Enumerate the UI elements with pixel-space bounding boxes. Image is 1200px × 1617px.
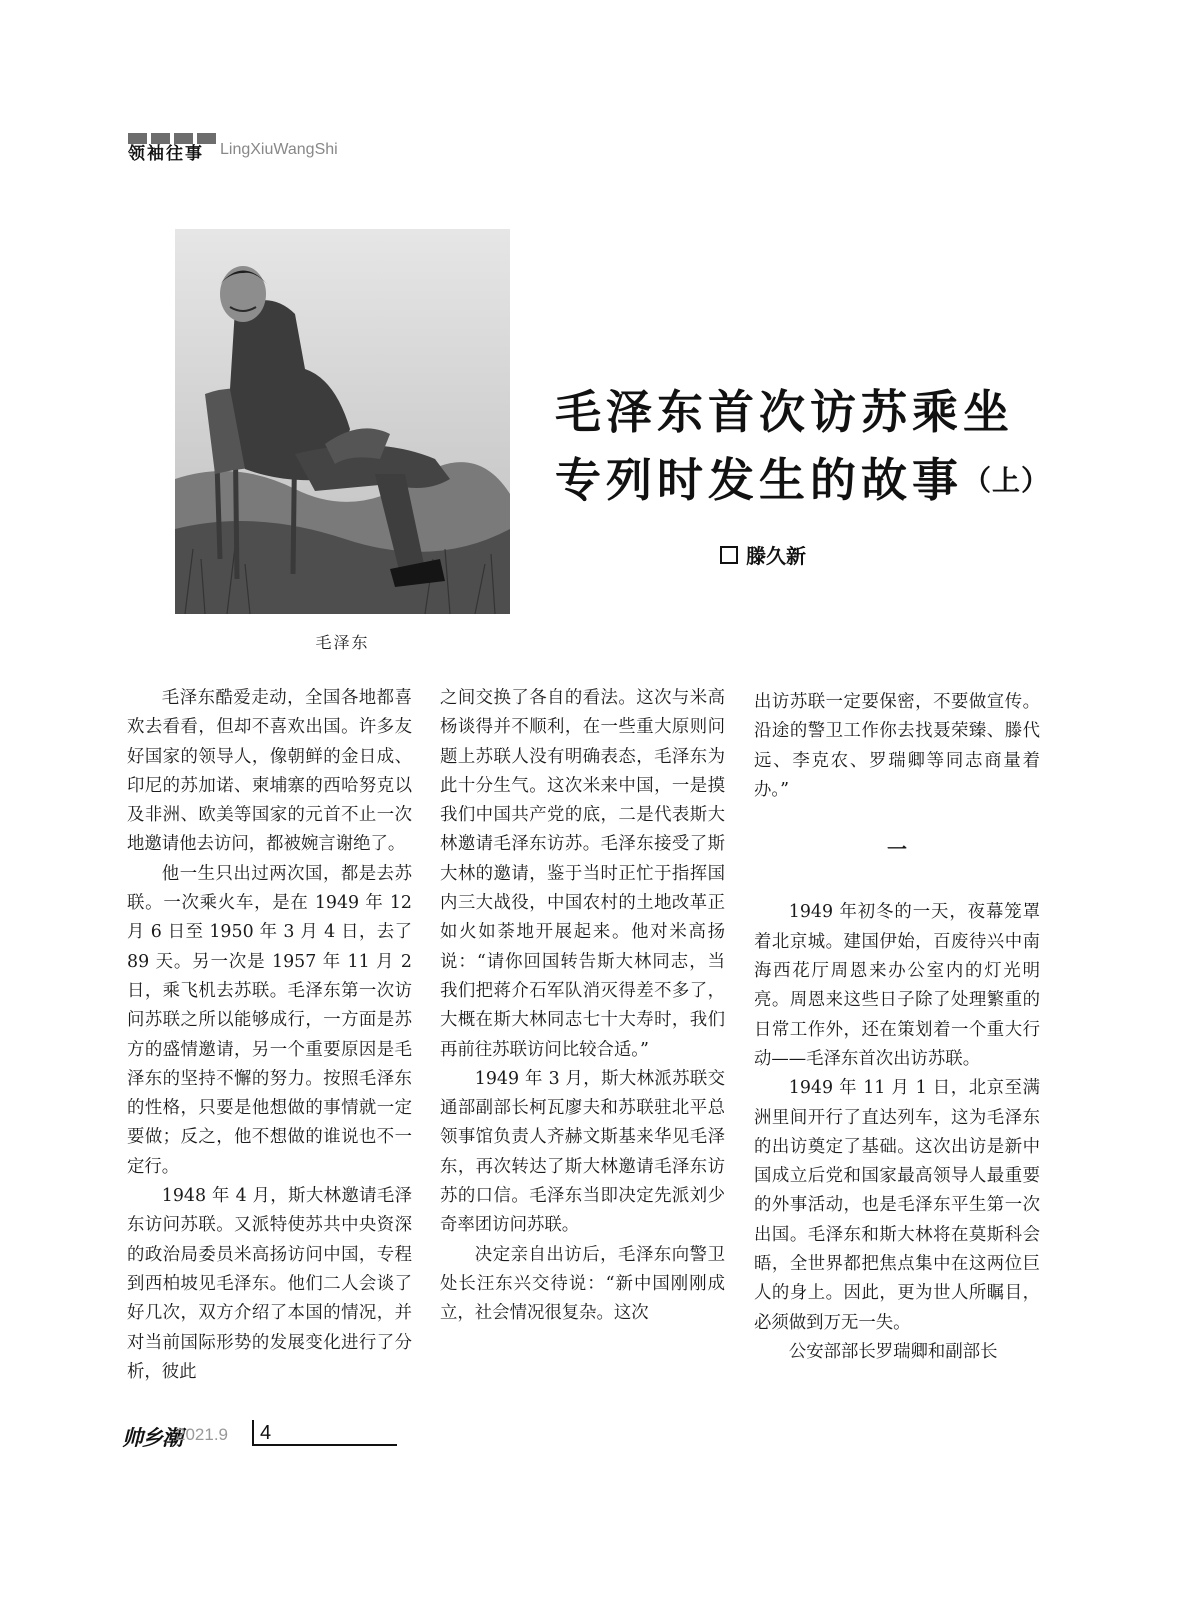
body-column-1 bbox=[127, 684, 412, 1387]
page-footer bbox=[122, 1420, 322, 1460]
author-name: 滕久新 bbox=[746, 544, 806, 568]
magazine-logo: 帅乡潮 bbox=[122, 1426, 182, 1450]
article-title bbox=[555, 378, 1175, 515]
author-box-icon bbox=[720, 546, 738, 564]
issue-number: 2021.9 bbox=[176, 1425, 228, 1444]
column-name-en: LingXiuWangShi bbox=[220, 141, 338, 158]
paragraph: 决定亲自出访后，毛泽东向警卫处长汪东兴交待说：“新中国刚刚成立，社会情况很复杂。这次 bbox=[440, 1244, 725, 1324]
photo-caption: 毛泽东 bbox=[315, 633, 370, 652]
portrait-photo bbox=[175, 229, 510, 614]
paragraph: 公安部部长罗瑞卿和副部长 bbox=[788, 1341, 998, 1362]
body-column-2 bbox=[440, 684, 725, 1329]
portrait-illustration bbox=[175, 229, 510, 614]
paragraph: 1949 年 11 月 1 日，北京至满洲里间开行了直达列车，这为毛泽东的出访奠定了基础。这次出访是新中国成立后党和国家最高领导人最重要的外事活动，也是毛泽东平生第一次出国。毛泽东和斯大林将在莫斯科会晤，全世界都把焦点集中在这两位巨人的身上。因此，更为世人所瞩目，必须做到万无一失。 bbox=[754, 1078, 1040, 1333]
body-column-3 bbox=[754, 688, 1040, 1367]
section-number: 一 bbox=[887, 837, 907, 862]
paragraph-continued: 出访苏联一定要保密，不要做宣传。沿途的警卫工作你去找聂荣臻、滕代远、李克农、罗瑞卿等同志商量着办。” bbox=[754, 692, 1040, 800]
paragraph: 1948 年 4 月，斯大林邀请毛泽东访问苏联。又派特使苏共中央资深的政治局委员米高扬访问中国，专程到西柏坡见毛泽东。他们二人会谈了好几次，双方介绍了本国的情况，并对当前国际形势的发展变化进行了分析，彼此 bbox=[127, 1186, 412, 1382]
paragraph: 毛泽东酷爱走动，全国各地都喜欢去看看，但却不喜欢出国。许多友好国家的领导人，像朝鲜的金日成、印尼的苏加诺、柬埔寨的西哈努克以及非洲、欧美等国家的元首不止一次地邀请他去访问，都被婉言谢绝了。 bbox=[127, 688, 412, 855]
title-line-1: 毛泽东首次访苏乘坐 bbox=[555, 385, 1014, 439]
column-name-cn: 领袖往事 bbox=[128, 144, 204, 164]
title-line-2: 专列时发生的故事 bbox=[555, 453, 963, 507]
title-part-suffix: （上） bbox=[963, 464, 1051, 497]
paragraph: 1949 年 3 月，斯大林派苏联交通部副部长柯瓦廖夫和苏联驻北平总领事馆负责人齐赫文斯基来华见毛泽东，再次转达了斯大林邀请毛泽东访苏的口信。毛泽东当即决定先派刘少奇率团访问苏联。 bbox=[440, 1068, 725, 1236]
author-line bbox=[720, 540, 806, 569]
paragraph-continued: 之间交换了各自的看法。这次与米高杨谈得并不顺利，在一些重大原则问题上苏联人没有明确表态，毛泽东为此十分生气。这次米来中国，一是摸我们中国共产党的底，二是代表斯大林邀请毛泽东访苏。毛泽东接受了斯大林的邀请，鉴于当时正忙于指挥国内三大战役，中国农村的土地改革正如火如荼地开展起来。他对米高扬说：“请你回国转告斯大林同志，当我们把蒋介石军队消灭得差不多了，大概在斯大林同志七十大寿时，我们再前往苏联访问比较合适。” bbox=[440, 688, 725, 1060]
paragraph: 他一生只出过两次国，都是去苏联。一次乘火车，是在 1949 年 12 月 6 日至 1950 年 3 月 4 日，去了 89 天。另一次是 1957 年 11 月 2 日，乘飞机去苏联。毛泽东第一次访问苏联之所以能够成行，一方面是苏方的盛情邀请，另一个重要原因是毛泽东的坚持不懈的努力。按照毛泽东的性格，只要是他想做的事情就一定要做；反之，他不想做的谁说也不一定行。 bbox=[127, 863, 412, 1177]
column-header bbox=[128, 133, 428, 164]
footer-rule bbox=[252, 1444, 397, 1446]
paragraph: 1949 年初冬的一天，夜幕笼罩着北京城。建国伊始，百废待兴中南海西花厅周恩来办公室内的灯光明亮。周恩来这些日子除了处理繁重的日常工作外，还在策划着一个重大行动——毛泽东首次出访苏联。 bbox=[754, 902, 1040, 1069]
page-number: 4 bbox=[252, 1420, 271, 1446]
